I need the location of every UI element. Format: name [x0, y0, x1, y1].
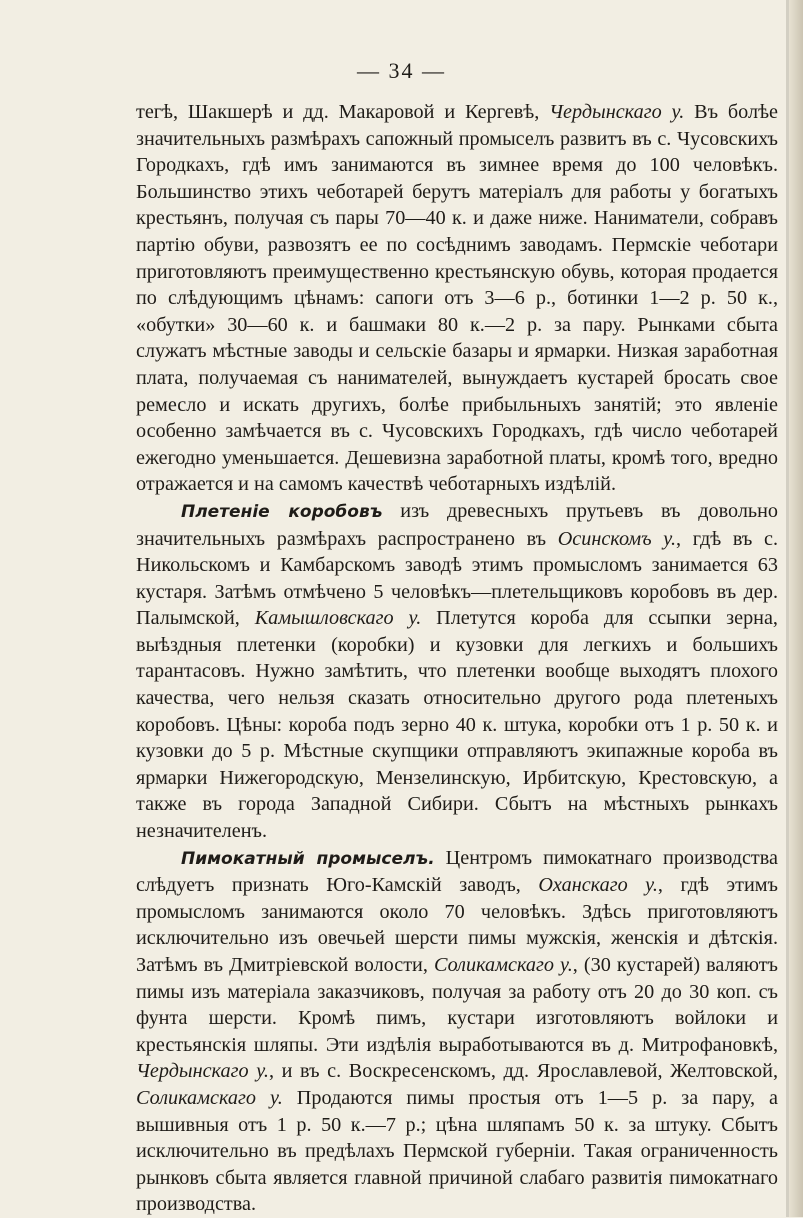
- place-name: Чердынскаго у.: [549, 101, 685, 123]
- paragraph-felt-boots: [136, 845, 778, 1218]
- place-name: Чердынскаго у.: [136, 1060, 269, 1083]
- place-name: Соликамскаго у.: [136, 1086, 283, 1109]
- place-name: Соликамскаго у.: [433, 954, 573, 976]
- text-run: изъ древесныхъ прутьевъ въ довольно значительныхъ размѣрахъ распространено въ: [136, 499, 778, 550]
- section-heading: Плетеніе коробовъ: [181, 501, 383, 522]
- text-run: , и въ с. Воскресенскомъ, дд. Ярославлевой, Желтовской,: [268, 1060, 778, 1083]
- place-name: Осинскомъ у.: [557, 527, 677, 550]
- paragraph-shoemaking: [136, 99, 778, 498]
- text-run: Продаются пимы простыя отъ 1—5 р. за пару, а вышивныя отъ 1 р. 50 к.—7 р.; цѣна шляпамъ 50 к. за штуку. Сбытъ исключительно въ предѣлахъ Пермской губерніи. Такая ограниченность рынковъ сбыта является главной причиной слабаго развитія пимокатнаго производства.: [136, 1086, 778, 1216]
- place-name: Оханскаго у.: [538, 874, 658, 897]
- page-edge: [789, 0, 803, 1217]
- page-number: — 34 —: [357, 58, 446, 83]
- text-run: тегѣ, Шакшерѣ и дд. Макаровой и Кергевѣ,: [136, 101, 550, 123]
- section-heading: Пимокатный промыселъ.: [181, 848, 435, 869]
- place-name: Камышловскаго у.: [254, 607, 422, 630]
- page-body: [136, 99, 778, 1218]
- paragraph-basket-weaving: [136, 498, 778, 845]
- text-run: , (30 кустарей) валяютъ пимы изъ матеріала заказчиковъ, получая за работу отъ 20 до 30 коп. съ фунта шерсти. Кромѣ пимъ, кустари изготовляютъ войлоки и крестьянскія шляпы. Эти издѣлія выработываются въ д. Митрофановкѣ,: [136, 954, 778, 1056]
- text-run: Плетутся короба для ссыпки зерна, выѣздныя плетенки (коробки) и кузовки для легкихъ и большихъ тарантасовъ. Нужно замѣтить, что плетенки вообще выходятъ плохого качества, чего нельзя сказать относительно другого рода плетеныхъ коробовъ. Цѣны: короба подъ зерно 40 к. штука, коробки отъ 1 р. 50 к. и кузовки до 5 р. Мѣстные скупщики отправляютъ экипажные короба въ ярмарки Нижегородскую, Мензелинскую, Ирбитскую, Крестовскую, а также въ города Западной Сибири. Сбытъ на мѣстныхъ рынкахъ незначителенъ.: [136, 607, 778, 843]
- text-run: Въ болѣе значительныхъ размѣрахъ сапожный промыселъ развитъ въ с. Чусовскихъ Городкахъ, гдѣ имъ занимаются въ зимнее время до 100 человѣкъ. Большинство этихъ чеботарей берутъ матеріалъ для работы у богатыхъ крестьянъ, получая съ пары 70—40 к. и даже ниже. Наниматели, собравъ партію обуви, развозятъ ее по сосѣднимъ заводамъ. Пермскіе чеботари приготовляютъ преимущественно крестьянскую обувь, которая продается по слѣдующимъ цѣнамъ: сапоги отъ 3—6 р., ботинки 1—2 р. 50 к., «обутки» 30—60 к. и башмаки 80 к.—2 р. за пару. Рынками сбыта служатъ мѣстные заводы и сельскіе базары и ярмарки. Низкая заработная плата, получаемая съ нанимателей, вынуждаетъ кустарей бросать свое ремесло и искать другихъ, болѣе прибыльныхъ занятій; это явленіе особенно замѣчается въ с. Чусовскихъ Городкахъ, гдѣ число чеботарей ежегодно уменьшается. Дешевизна заработной платы, кромѣ того, вредно отражается и на самомъ качествѣ чеботарныхъ издѣлій.: [136, 101, 779, 496]
- text-run: , гдѣ этимъ промысломъ занимаются около 70 человѣкъ. Здѣсь приготовляютъ исключительно изъ овечьей шерсти пимы мужскія, женскія и дѣтскія. Затѣмъ въ Дмитріевской волости,: [136, 874, 778, 976]
- text-run: , гдѣ въ с. Никольскомъ и Камбарскомъ заводѣ этимъ промысломъ занимается 63 кустаря. Затѣмъ отмѣчено 5 человѣкъ—плетельщиковъ коробовъ въ дер. Палымской,: [136, 527, 779, 630]
- text-run: Центромъ пимокатнаго производства слѣдуетъ признать Юго-Камскій заводъ,: [136, 846, 778, 897]
